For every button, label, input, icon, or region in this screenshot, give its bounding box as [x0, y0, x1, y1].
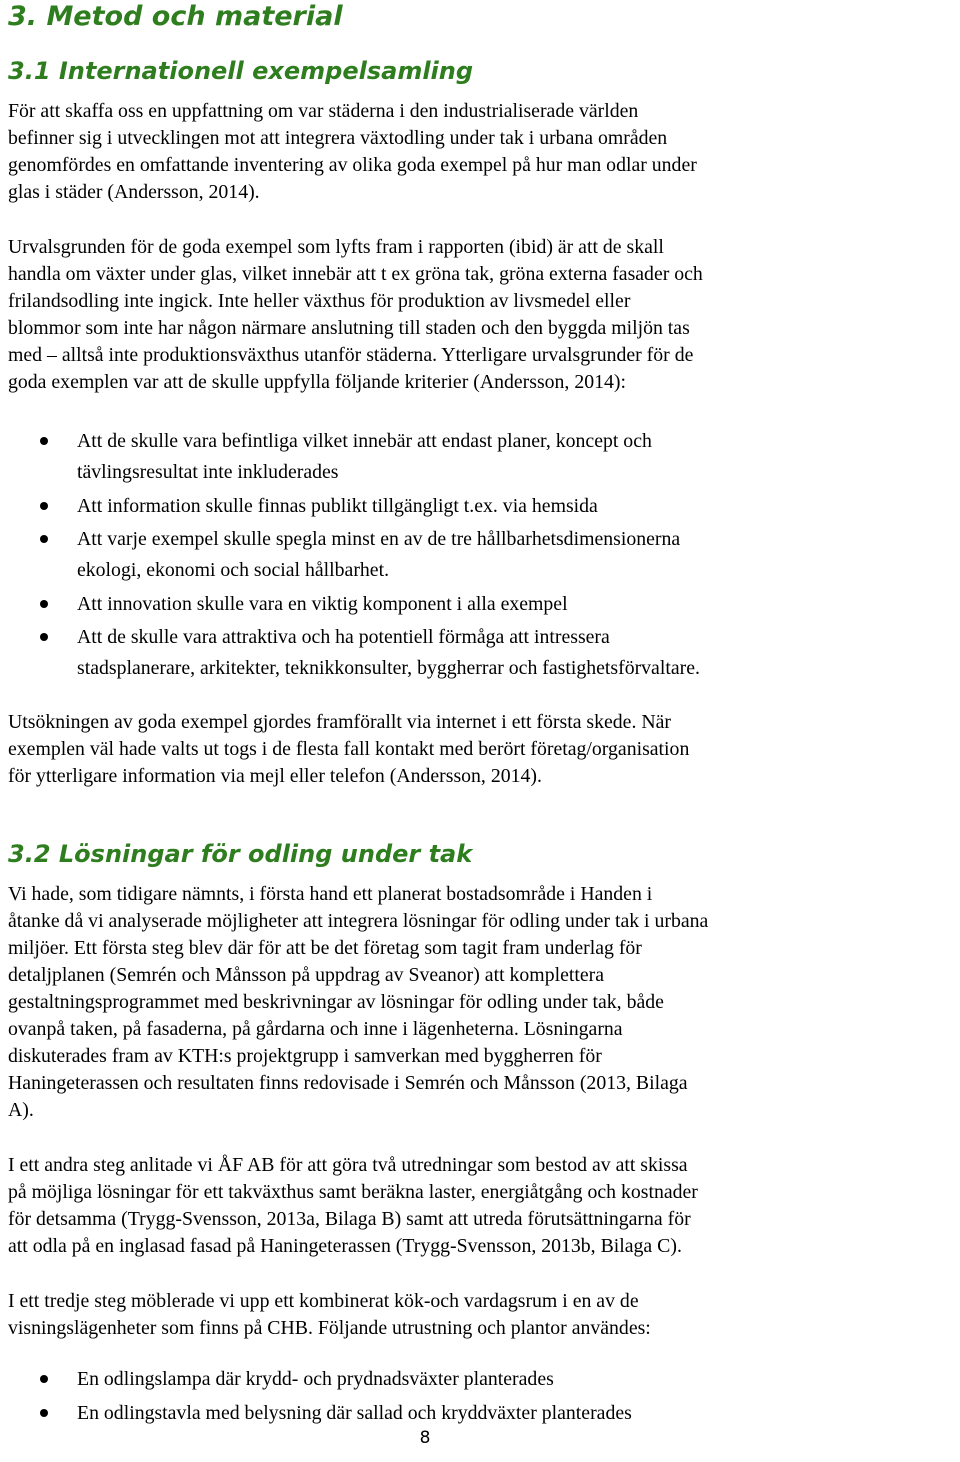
list-item — [0, 1363, 940, 1397]
bullet-icon — [40, 1375, 48, 1383]
text-line: för ytterligare information via mejl eller telefon (Andersson, 2014). — [8, 765, 542, 787]
list-item — [0, 426, 940, 491]
list-item-line: Att varje exempel skulle spegla minst en av de tre hållbarhetsdimensionerna — [77, 528, 681, 550]
list-item-line: stadsplanerare, arkitekter, teknikkonsulter, byggherrar och fastighetsförvaltare. — [77, 657, 700, 679]
list-item-line: En odlingslampa där krydd- och prydnadsväxter planterades — [77, 1368, 554, 1390]
chapter-heading: 3. Metod och material — [8, 1, 343, 32]
list-item — [0, 491, 940, 524]
text-line: Utsökningen av goda exempel gjordes framförallt via internet i ett första skede. När — [8, 711, 672, 733]
text-line: exemplen väl hade valts ut togs i de flesta fall kontakt med berört företag/organisation — [8, 738, 690, 760]
list-item-line: Att information skulle finnas publikt tillgängligt t.ex. via hemsida — [77, 495, 598, 517]
text-line: för detsamma (Trygg-Svensson, 2013a, Bilaga B) samt att utreda förutsättningarna för — [8, 1208, 691, 1230]
criteria-list — [0, 426, 940, 687]
list-item-line: En odlingstavla med belysning där sallad och kryddväxter planterades — [77, 1402, 632, 1424]
text-line: I ett tredje steg möblerade vi upp ett kombinerat kök-och vardagsrum i en av de — [8, 1290, 639, 1312]
text-line: A). — [8, 1099, 34, 1121]
section-heading-3-1: 3.1 Internationell exempelsamling — [8, 57, 474, 85]
text-line: befinner sig i utvecklingen mot att integrera växtodling under tak i urbana områden — [8, 127, 668, 149]
text-line: miljöer. Ett första steg blev där för att be det företag som tagit fram underlag för — [8, 937, 642, 959]
text-line: genomfördes en omfattande inventering av olika goda exempel på hur man odlar under — [8, 154, 697, 176]
paragraph-s2-p1 — [8, 881, 943, 1124]
text-line: handla om växter under glas, vilket innebär att t ex gröna tak, gröna externa fasader och — [8, 263, 703, 285]
list-item-line: ekologi, ekonomi och social hållbarhet. — [77, 559, 390, 581]
bullet-icon — [40, 502, 48, 510]
paragraph-s2-p2 — [8, 1152, 943, 1260]
text-line: gestaltningsprogrammet med beskrivningar av lösningar för odling under tak, både — [8, 991, 664, 1013]
paragraph-s2-p3 — [8, 1288, 943, 1342]
equipment-list — [0, 1363, 940, 1431]
list-item — [0, 622, 940, 687]
bullet-icon — [40, 600, 48, 608]
paragraph-s1-p2 — [8, 234, 943, 396]
text-line: glas i städer (Andersson, 2014). — [8, 181, 260, 203]
text-line: åtanke då vi analyserade möjligheter att integrera lösningar för odling under tak i urbana — [8, 910, 709, 932]
text-line: att odla på en inglasad fasad på Haningeterassen (Trygg-Svensson, 2013b, Bilaga C). — [8, 1235, 682, 1257]
text-line: på möjliga lösningar för ett takväxthus samt beräkna laster, energiåtgång och kostnader — [8, 1181, 698, 1203]
text-line: För att skaffa oss en uppfattning om var städerna i den industrialiserade världen — [8, 100, 639, 122]
text-line: Vi hade, som tidigare nämnts, i första hand ett planerat bostadsområde i Handen i — [8, 883, 653, 905]
text-line: Haningeterassen och resultaten finns redovisade i Semrén och Månsson (2013, Bilaga — [8, 1072, 688, 1094]
text-line: diskuterades fram av KTH:s projektgrupp i samverkan med byggherren för — [8, 1045, 602, 1067]
list-item-line: Att de skulle vara befintliga vilket innebär att endast planer, koncept och — [77, 430, 652, 452]
paragraph-s1-p1 — [8, 98, 943, 206]
page-number: 8 — [419, 1428, 431, 1448]
list-item-line: Att innovation skulle vara en viktig komponent i alla exempel — [77, 593, 568, 615]
list-item-line: tävlingsresultat inte inkluderades — [77, 461, 339, 483]
bullet-icon — [40, 535, 48, 543]
text-line: med – alltså inte produktionsväxthus utanför städerna. Ytterligare urvalsgrunder för de — [8, 344, 694, 366]
text-line: Urvalsgrunden för de goda exempel som lyfts fram i rapporten (ibid) är att de skall — [8, 236, 664, 258]
list-item-line: Att de skulle vara attraktiva och ha potentiell förmåga att intressera — [77, 626, 610, 648]
list-item — [0, 589, 940, 622]
section-heading-3-2: 3.2 Lösningar för odling under tak — [8, 840, 473, 868]
text-line: I ett andra steg anlitade vi ÅF AB för att göra två utredningar som bestod av att skissa — [8, 1154, 688, 1176]
text-line: visningslägenheter som finns på CHB. Följande utrustning och plantor användes: — [8, 1317, 651, 1339]
list-item — [0, 524, 940, 589]
text-line: goda exemplen var att de skulle uppfylla följande kriterier (Andersson, 2014): — [8, 371, 626, 393]
bullet-icon — [40, 1409, 48, 1417]
bullet-icon — [40, 437, 48, 445]
text-line: ovanpå taken, på fasaderna, på gårdarna och inne i lägenheterna. Lösningarna — [8, 1018, 623, 1040]
text-line: detaljplanen (Semrén och Månsson på uppdrag av Sveanor) att komplettera — [8, 964, 604, 986]
paragraph-s1-p3 — [8, 709, 943, 790]
text-line: frilandsodling inte ingick. Inte heller växthus för produktion av livsmedel eller — [8, 290, 631, 312]
text-line: blommor som inte har någon närmare anslutning till staden och den byggda miljön tas — [8, 317, 690, 339]
bullet-icon — [40, 633, 48, 641]
